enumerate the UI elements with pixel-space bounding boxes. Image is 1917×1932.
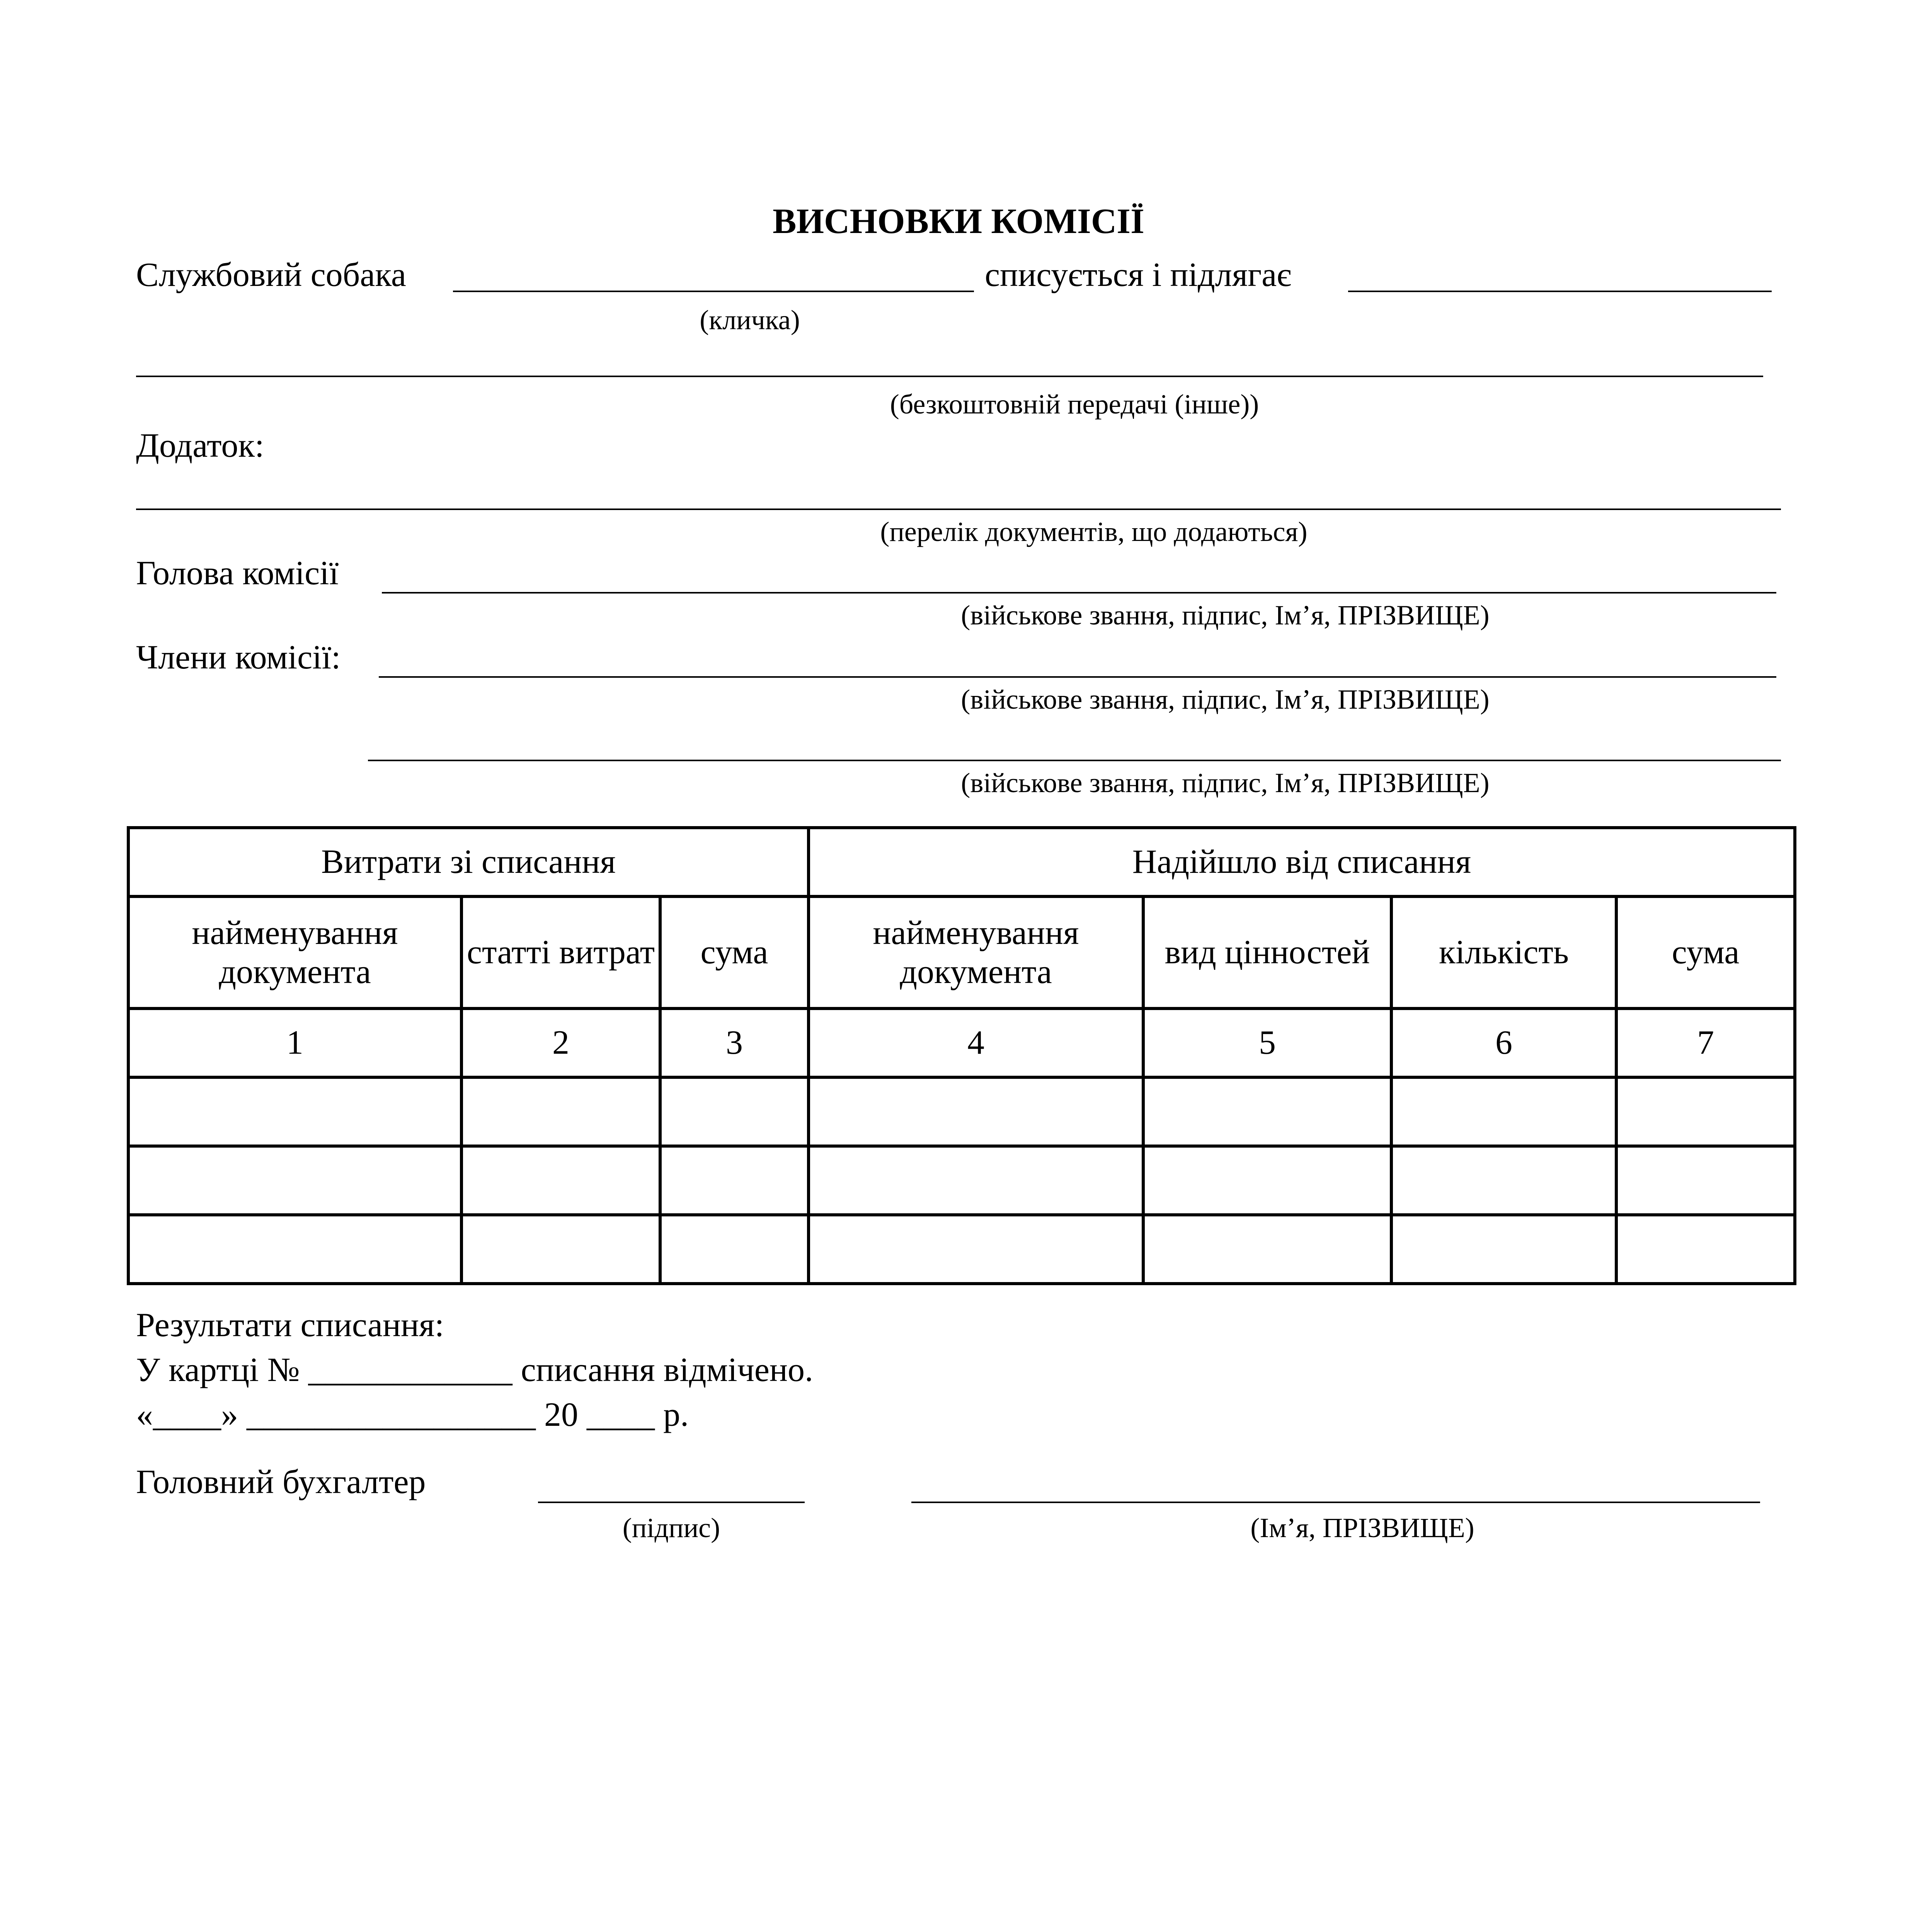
accountant-name-hint: (Ім’я, ПРІЗВИЩЕ) xyxy=(1250,1512,1474,1543)
table-cell[interactable] xyxy=(461,1146,660,1215)
dog-name-line[interactable] xyxy=(453,291,974,292)
header-quantity: кількість xyxy=(1391,896,1616,1009)
col-number: 6 xyxy=(1391,1009,1616,1077)
accountant-name-line[interactable] xyxy=(911,1502,1760,1503)
form-title: ВИСНОВКИ КОМІСІЇ xyxy=(773,201,1144,241)
writeoff-table xyxy=(127,826,1796,1285)
col-number: 4 xyxy=(809,1009,1143,1077)
accountant-signature-hint: (підпис) xyxy=(622,1512,720,1543)
table-header-row xyxy=(128,896,1795,1009)
table-row xyxy=(128,1215,1795,1284)
header-value-type: вид цінностей xyxy=(1143,896,1391,1009)
table-cell[interactable] xyxy=(809,1215,1143,1284)
commission-member-1-hint: (військове звання, підпис, Ім’я, ПРІЗВИЩЕ) xyxy=(961,684,1490,715)
table-cell[interactable] xyxy=(461,1077,660,1146)
commission-member-1-line[interactable] xyxy=(379,676,1776,678)
table-cell[interactable] xyxy=(128,1146,461,1215)
header-cost-items: статті витрат xyxy=(461,896,660,1009)
dog-disposition-hint: (безкоштовній передачі (інше)) xyxy=(890,389,1259,420)
table-cell[interactable] xyxy=(1616,1215,1795,1284)
results-card-line[interactable]: У картці № ____________ списання відмічено. xyxy=(136,1351,814,1389)
col-number: 1 xyxy=(128,1009,461,1077)
col-number: 7 xyxy=(1616,1009,1795,1077)
table-cell[interactable] xyxy=(1391,1077,1616,1146)
commission-members-label: Члени комісії: xyxy=(136,639,341,676)
table-cell[interactable] xyxy=(660,1146,809,1215)
table-cell[interactable] xyxy=(1143,1146,1391,1215)
table-number-row xyxy=(128,1009,1795,1077)
commission-member-2-hint: (військове звання, підпис, Ім’я, ПРІЗВИЩЕ) xyxy=(961,767,1490,798)
table-row xyxy=(128,1146,1795,1215)
commission-head-line[interactable] xyxy=(382,592,1776,594)
appendix-line[interactable] xyxy=(136,509,1781,510)
table-cell[interactable] xyxy=(809,1146,1143,1215)
dog-writeoff-text: списується і підлягає xyxy=(985,256,1292,294)
col-number: 2 xyxy=(461,1009,660,1077)
results-label: Результати списання: xyxy=(136,1306,444,1344)
dog-name-hint: (кличка) xyxy=(700,304,800,335)
commission-head-label: Голова комісії xyxy=(136,554,339,592)
table-cell[interactable] xyxy=(809,1077,1143,1146)
table-cell[interactable] xyxy=(1616,1146,1795,1215)
table-cell[interactable] xyxy=(660,1077,809,1146)
commission-member-2-line[interactable] xyxy=(368,760,1781,761)
dog-disposition-line-2[interactable] xyxy=(136,376,1763,377)
col-number: 3 xyxy=(660,1009,809,1077)
results-date-line[interactable]: «____» _________________ 20 ____ р. xyxy=(136,1396,689,1434)
accountant-label: Головний бухгалтер xyxy=(136,1463,426,1501)
header-sum-costs: сума xyxy=(660,896,809,1009)
appendix-label: Додаток: xyxy=(136,427,264,464)
table-cell[interactable] xyxy=(1391,1215,1616,1284)
table-cell[interactable] xyxy=(1391,1146,1616,1215)
accountant-signature-line[interactable] xyxy=(538,1502,805,1503)
dog-disposition-line[interactable] xyxy=(1348,291,1772,292)
table-cell[interactable] xyxy=(1143,1215,1391,1284)
table-cell[interactable] xyxy=(660,1215,809,1284)
header-doc-name-received: найменування документа xyxy=(809,896,1143,1009)
table-cell[interactable] xyxy=(1616,1077,1795,1146)
col-number: 5 xyxy=(1143,1009,1391,1077)
table-cell[interactable] xyxy=(1143,1077,1391,1146)
group-received: Надійшло від списання xyxy=(809,828,1795,896)
header-doc-name-costs: найменування документа xyxy=(128,896,461,1009)
appendix-hint: (перелік документів, що додаються) xyxy=(880,516,1308,547)
table-group-row xyxy=(128,828,1795,896)
table-row xyxy=(128,1077,1795,1146)
dog-label: Службовий собака xyxy=(136,256,406,294)
header-sum-received: сума xyxy=(1616,896,1795,1009)
table-cell[interactable] xyxy=(461,1215,660,1284)
group-costs: Витрати зі списання xyxy=(128,828,809,896)
table-cell[interactable] xyxy=(128,1077,461,1146)
table-cell[interactable] xyxy=(128,1215,461,1284)
commission-head-hint: (військове звання, підпис, Ім’я, ПРІЗВИЩЕ) xyxy=(961,600,1490,631)
